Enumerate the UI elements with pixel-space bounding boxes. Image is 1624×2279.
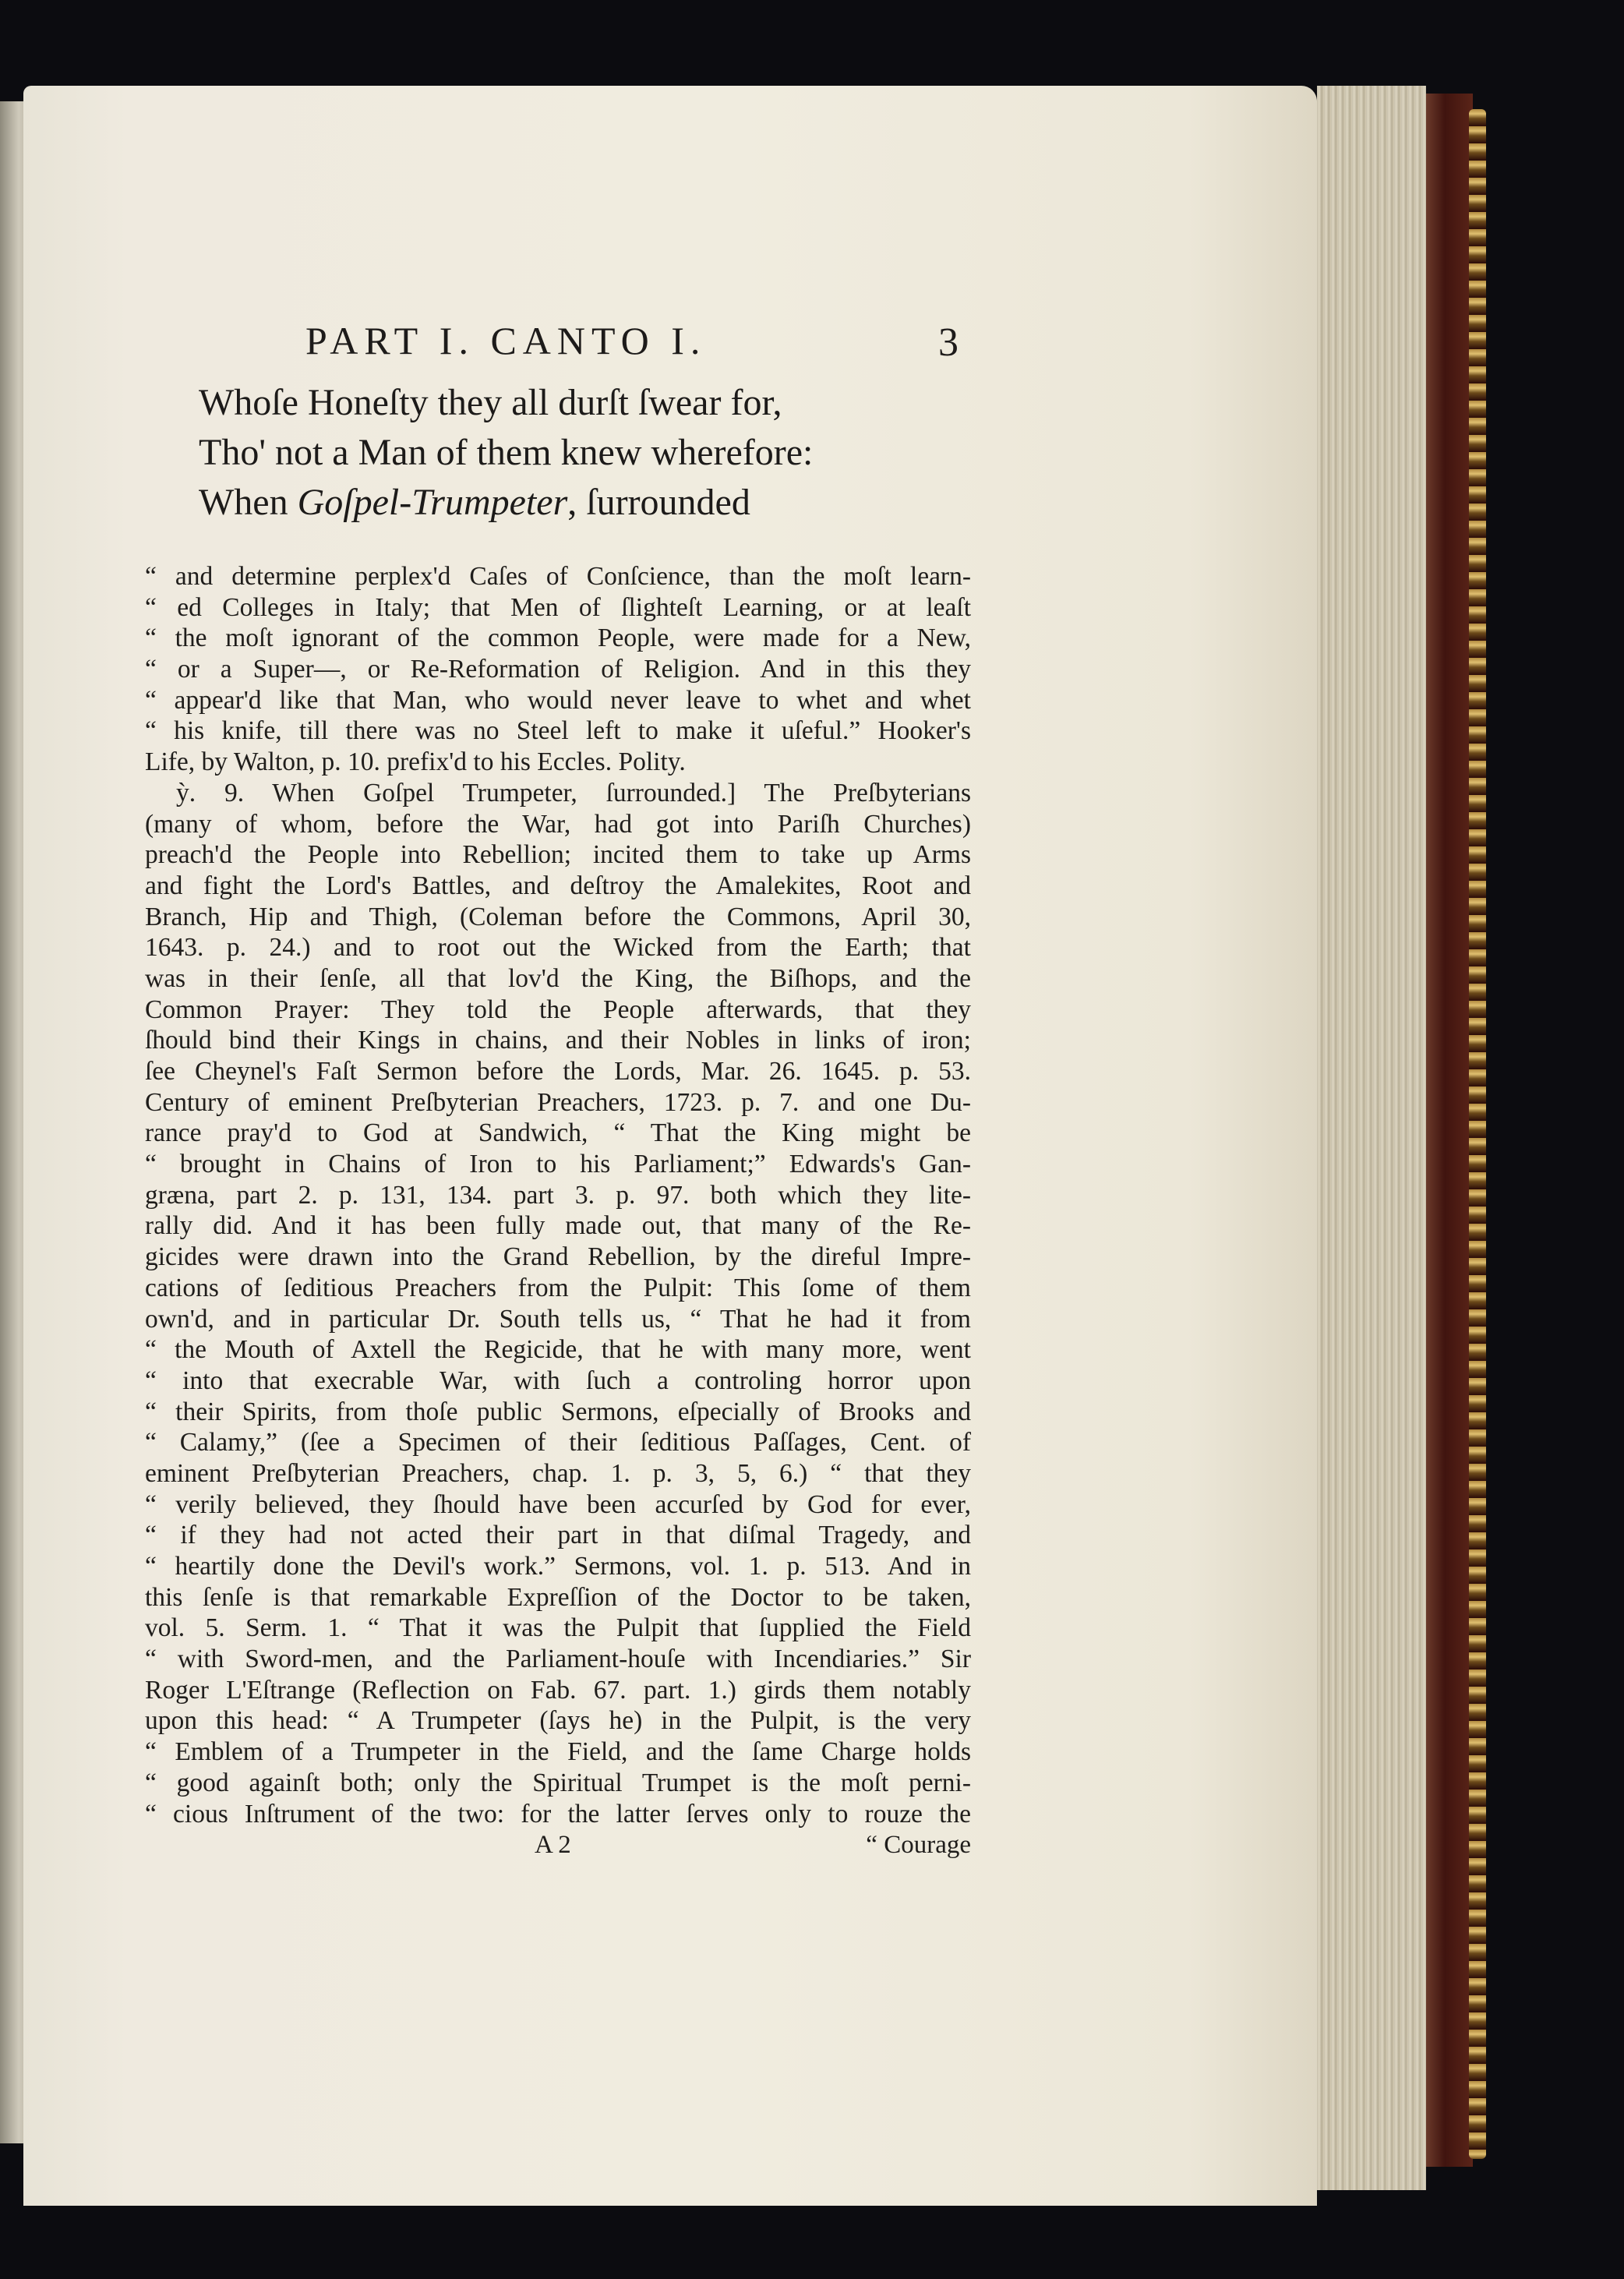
catchword: “ Courage [866, 1831, 971, 1859]
page-footer [145, 1831, 971, 1862]
annotation-line: 1643. p. 24.) and to root out the Wicked from the Earth; that [145, 933, 971, 963]
annotation-line: eminent Preſbyterian Preachers, chap. 1. p. 3, 5, 6.) “ that they [145, 1458, 971, 1488]
annotation-line: vol. 5. Serm. 1. “ That it was the Pulpit that ſupplied the Field [145, 1613, 971, 1643]
annotation-line: Common Prayer: They told the People afterwards, that they [145, 995, 971, 1024]
annotation-line: ſhould bind their Kings in chains, and their Nobles in links of iron; [145, 1026, 971, 1055]
annotation-line: ỳ. 9. When Goſpel Trumpeter, ſurrounded.] The Preſbyterians [176, 778, 971, 807]
annotation-line: “ and determine perplex'd Caſes of Conſcience, than the moſt learn- [145, 562, 971, 591]
annotation-line: “ cious Inſtrument of the two: for the latter ſerves only to rouze the [145, 1799, 971, 1828]
running-head: PART I. CANTO I. [305, 319, 707, 362]
annotation-line: “ brought in Chains of Iron to his Parliament;” Edwards's Gan- [145, 1150, 971, 1179]
page-block-edges [1317, 86, 1426, 2190]
annotation-line: cations of ſeditious Preachers from the Pulpit: This ſome of them [145, 1273, 971, 1302]
annotation-line: “ good againſt both; only the Spiritual Trumpet is the moſt perni- [145, 1768, 971, 1797]
annotation-line: own'd, and in particular Dr. South tells us, “ That he had it from [145, 1304, 971, 1334]
annotation-line: “ heartily done the Devil's work.” Sermons, vol. 1. p. 513. And in [145, 1552, 971, 1581]
signature-mark: A 2 [535, 1831, 571, 1859]
annotation-line: “ or a Super—, or Re-Reformation of Religion. And in this they [145, 655, 971, 684]
annotation-line: græna, part 2. p. 131, 134. part 3. p. 97. both which they lite- [145, 1180, 971, 1210]
annotation-line: “ into that execrable War, with ſuch a controling horror upon [145, 1366, 971, 1395]
annotation-line: Branch, Hip and Thigh, (Coleman before the Commons, April 30, [145, 902, 971, 931]
verse-block [199, 378, 978, 528]
annotation-line: “ appear'd like that Man, who would never leave to whet and whet [145, 685, 971, 715]
annotation-line: “ Calamy,” (ſee a Specimen of their ſeditious Paſſages, Cent. of [145, 1428, 971, 1458]
verse-line: Tho' not a Man of them knew wherefore: [199, 432, 814, 473]
book-spine [1426, 94, 1473, 2167]
annotation-line: “ ed Colleges in Italy; that Men of ſlighteſt Learning, or at leaſt [145, 592, 971, 622]
annotation-line: “ their Spirits, from thoſe public Sermons, eſpecially of Brooks and [145, 1397, 971, 1426]
annotation-line: Roger L'Eſtrange (Reflection on Fab. 67. part. 1.) girds them notably [145, 1675, 971, 1705]
annotation-block [145, 561, 971, 1829]
annotation-line: “ with Sword-men, and the Parliament-houſe with Incendiaries.” Sir [145, 1645, 971, 1674]
annotation-line: “ if they had not acted their part in that diſmal Tragedy, and [145, 1521, 971, 1550]
annotation-line: rally did. And it has been fully made out, that many of the Re- [145, 1211, 971, 1241]
annotation-line: (many of whom, before the War, had got into Pariſh Churches) [145, 809, 971, 839]
annotation-line: “ the Mouth of Axtell the Regicide, that he with many more, went [145, 1335, 971, 1365]
annotation-line: preach'd the People into Rebellion; incited them to take up Arms [145, 840, 971, 870]
annotation-line: was in their ſenſe, all that lov'd the King, the Biſhops, and the [145, 963, 971, 993]
annotation-line: this ſenſe is that remarkable Expreſſion of the Doctor to be taken, [145, 1582, 971, 1612]
spine-gilt-ornament [1469, 109, 1486, 2159]
page-header [305, 318, 976, 373]
annotation-line: “ the moſt ignorant of the common People, were made for a New, [145, 624, 971, 653]
annotation-line: Century of eminent Preſbyterian Preachers, 1723. p. 7. and one Du- [145, 1087, 971, 1117]
verse-line: When Goſpel-Trumpeter, ſurrounded [199, 482, 750, 523]
annotation-line: and fight the Lord's Battles, and deſtroy the Amalekites, Root and [145, 871, 971, 900]
annotation-line: rance pray'd to God at Sandwich, “ That the King might be [145, 1118, 971, 1148]
annotation-line: “ his knife, till there was no Steel left to make it uſeful.” Hooker's [145, 716, 971, 746]
page-number: 3 [938, 320, 959, 365]
annotation-line: “ verily believed, they ſhould have been accurſed by God for ever, [145, 1489, 971, 1519]
annotation-line: gicides were drawn into the Grand Rebellion, by the direful Impre- [145, 1242, 971, 1272]
annotation-line: upon this head: “ A Trumpeter (ſays he) in the Pulpit, is the very [145, 1706, 971, 1736]
annotation-line: ſee Cheynel's Faſt Sermon before the Lords, Mar. 26. 1645. p. 53. [145, 1057, 971, 1086]
annotation-line: Life, by Walton, p. 10. prefix'd to his Eccles. Polity. [145, 747, 686, 777]
annotation-line: “ Emblem of a Trumpeter in the Field, and the ſame Charge holds [145, 1737, 971, 1767]
verse-line: Whoſe Honeſty they all durſt ſwear for, [199, 382, 782, 423]
